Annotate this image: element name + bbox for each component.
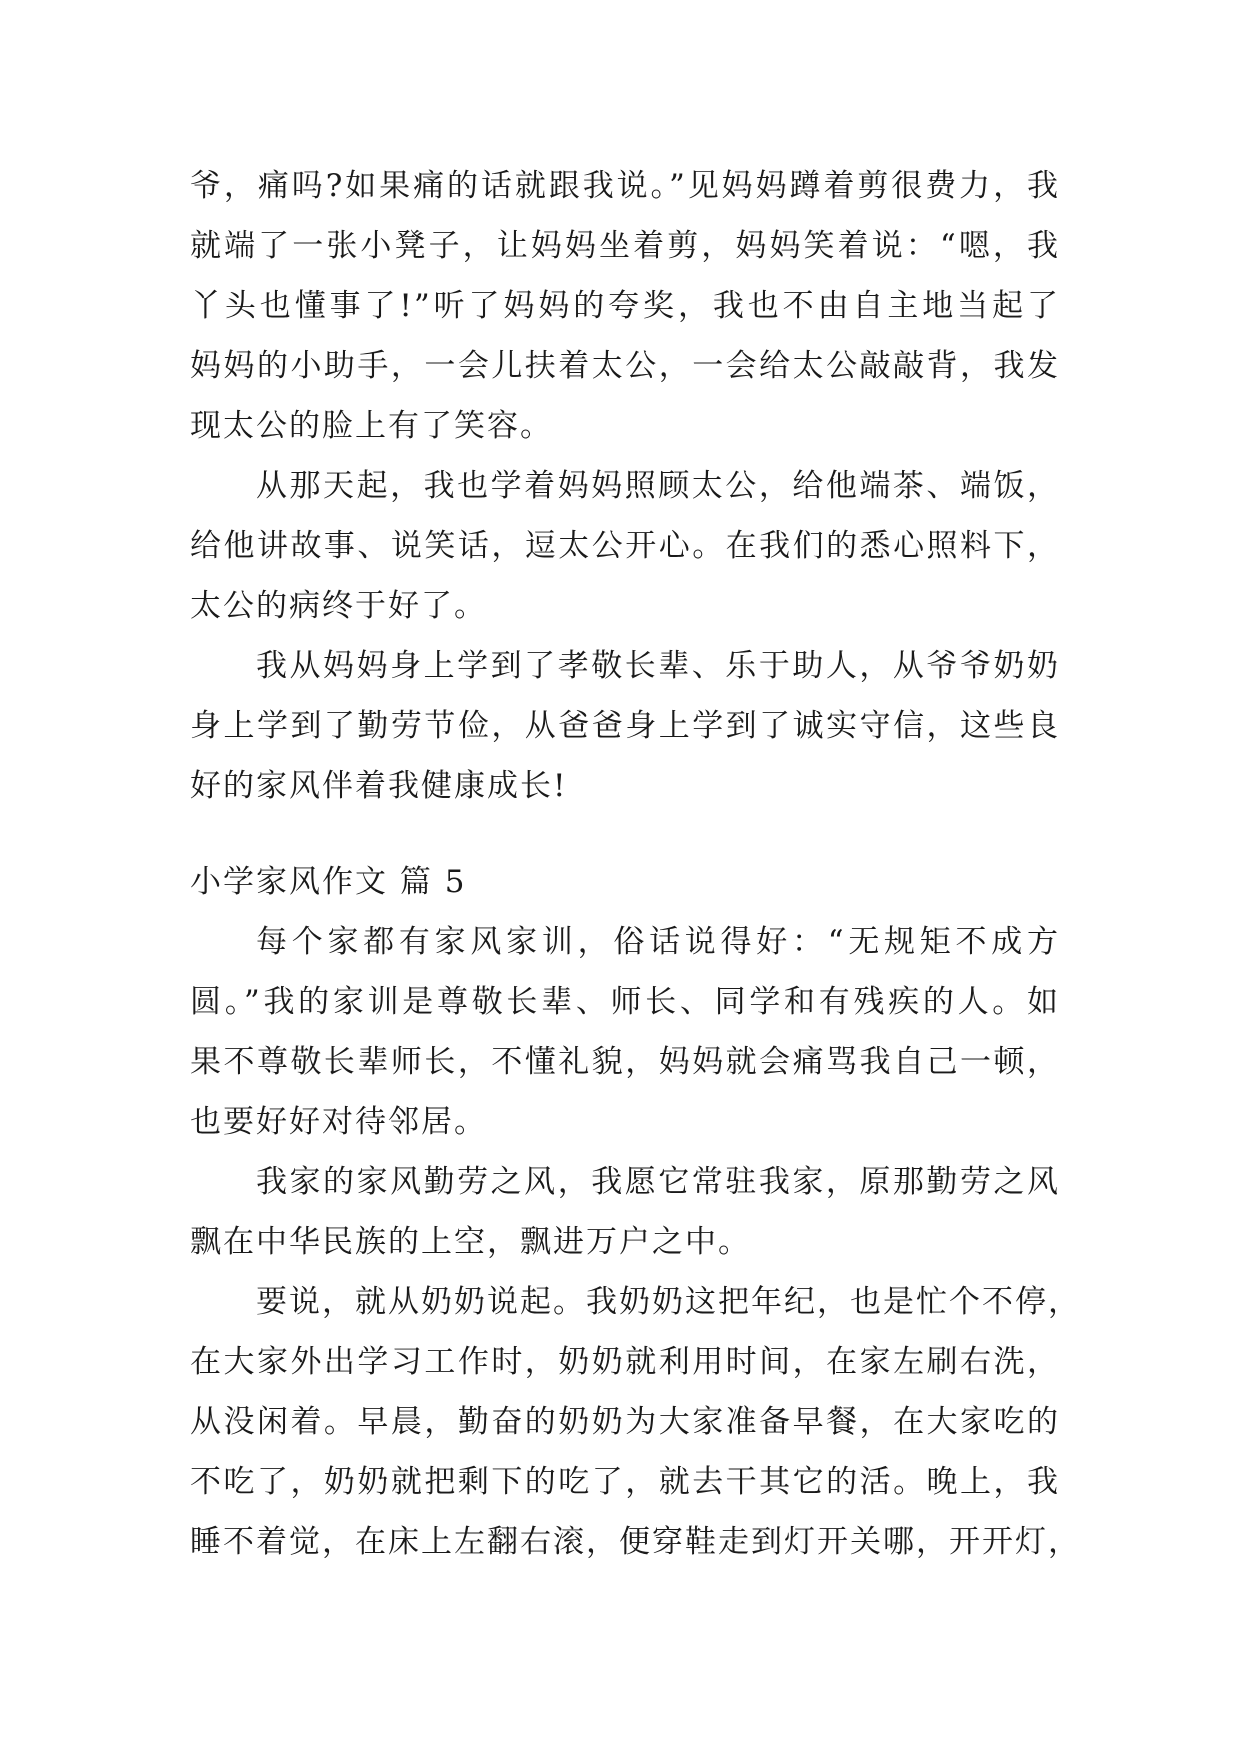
text-line: 每个家都有家风家训，俗话说得好：“无规矩不成方 <box>256 924 1060 960</box>
text-line: 睡不着觉，在床上左翻右滚，便穿鞋走到灯开关哪，开开灯， <box>190 1524 1081 1560</box>
section-heading: 小学家风作文 篇 5 <box>190 864 467 900</box>
paragraph <box>190 912 1060 1152</box>
text-line: 飘在中华民族的上空，飘进万户之中。 <box>190 1224 751 1260</box>
text-line: 爷，痛吗?如果痛的话就跟我说。”见妈妈蹲着剪很费力，我 <box>190 168 1060 204</box>
text-line: 从那天起，我也学着妈妈照顾太公，给他端茶、端饭， <box>256 468 1060 504</box>
text-line: 也要好好对待邻居。 <box>190 1104 487 1140</box>
essay-5-body <box>190 912 1081 1572</box>
paragraph <box>190 456 1060 636</box>
text-line: 圆。”我的家训是尊敬长辈、师长、同学和有残疾的人。如 <box>190 984 1060 1020</box>
text-line: 从没闲着。早晨，勤奋的奶奶为大家准备早餐，在大家吃的 <box>190 1404 1060 1440</box>
text-line: 太公的病终于好了。 <box>190 588 487 624</box>
text-line: 要说，就从奶奶说起。我奶奶这把年纪，也是忙个不停， <box>256 1284 1081 1320</box>
text-line: 妈妈的小助手，一会儿扶着太公，一会给太公敲敲背，我发 <box>190 348 1060 384</box>
text-line: 给他讲故事、说笑话，逗太公开心。在我们的悉心照料下， <box>190 528 1060 564</box>
text-line: 我家的家风勤劳之风，我愿它常驻我家，原那勤劳之风 <box>256 1164 1060 1200</box>
text-line: 现太公的脸上有了笑容。 <box>190 408 553 444</box>
paragraph <box>190 156 1060 456</box>
text-line: 在大家外出学习工作时，奶奶就利用时间，在家左刷右洗， <box>190 1344 1060 1380</box>
paragraph <box>190 1152 1060 1272</box>
text-line: 丫头也懂事了!”听了妈妈的夸奖，我也不由自主地当起了 <box>190 288 1060 324</box>
text-line: 就端了一张小凳子，让妈妈坐着剪，妈妈笑着说：“嗯，我 <box>190 228 1060 264</box>
paragraph <box>190 1272 1081 1572</box>
text-line: 不吃了，奶奶就把剩下的吃了，就去干其它的活。晚上，我 <box>190 1464 1060 1500</box>
text-line: 身上学到了勤劳节俭，从爸爸身上学到了诚实守信，这些良 <box>190 708 1060 744</box>
text-line: 我从妈妈身上学到了孝敬长辈、乐于助人，从爷爷奶奶 <box>256 648 1060 684</box>
previous-essay-body <box>190 156 1060 816</box>
text-line: 果不尊敬长辈师长，不懂礼貌，妈妈就会痛骂我自己一顿， <box>190 1044 1060 1080</box>
paragraph <box>190 636 1060 816</box>
text-line: 好的家风伴着我健康成长! <box>190 768 568 804</box>
